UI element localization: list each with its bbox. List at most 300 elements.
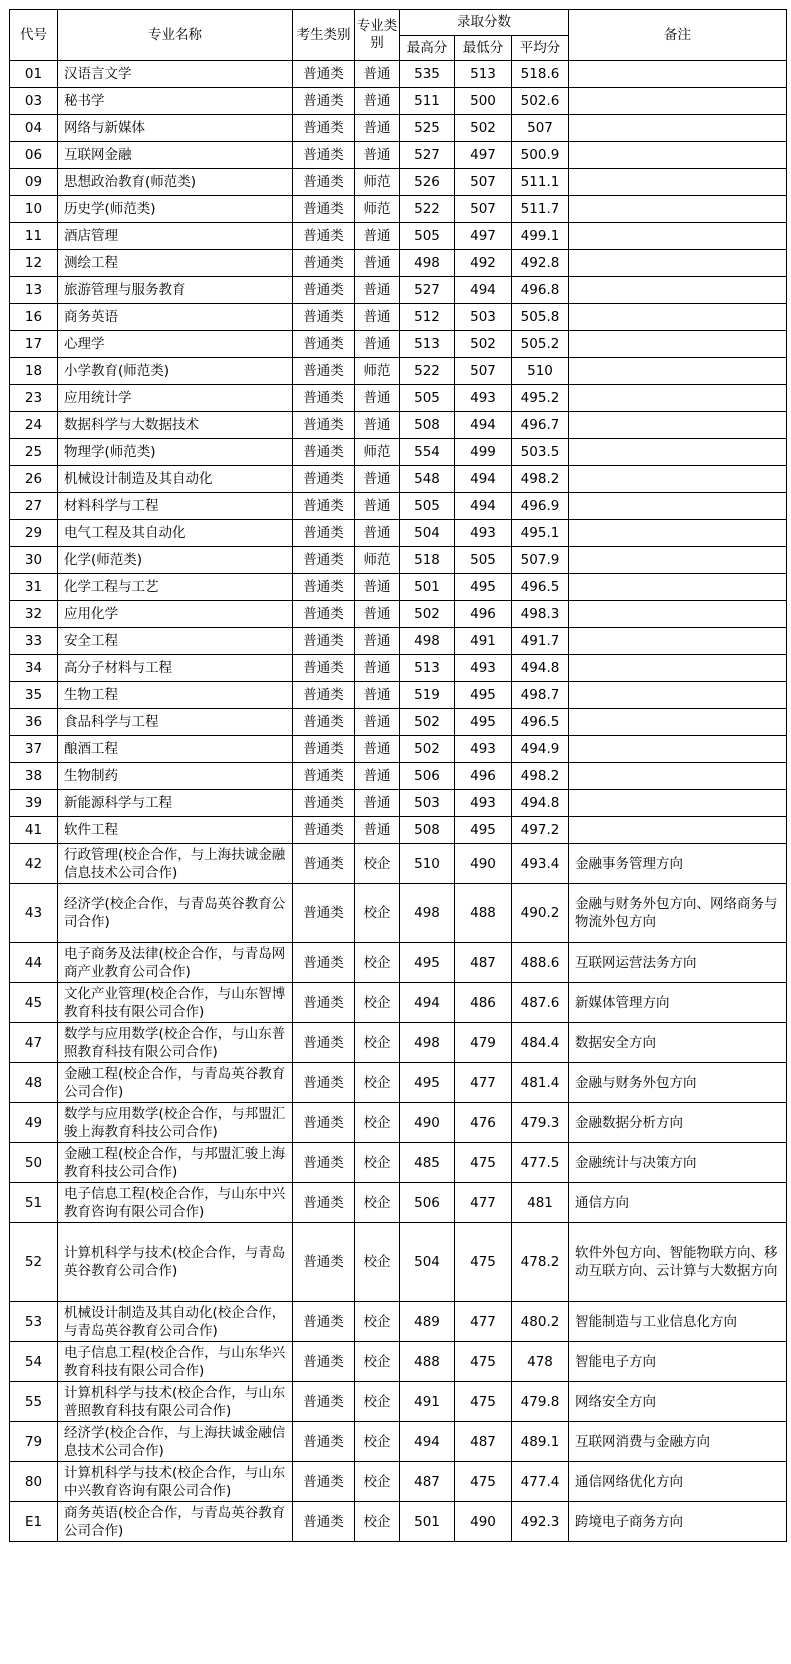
cell-note: [569, 331, 787, 358]
cell-name: 计算机科学与技术(校企合作，与山东普照教育科技有限公司合作): [58, 1382, 293, 1422]
cell-major-type: 师范: [355, 169, 400, 196]
cell-min: 477: [455, 1183, 512, 1223]
cell-student-type: 普通类: [293, 88, 355, 115]
cell-student-type: 普通类: [293, 1143, 355, 1183]
cell-name: 酿酒工程: [58, 736, 293, 763]
cell-name: 数学与应用数学(校企合作，与邦盟汇骏上海教育科技公司合作): [58, 1103, 293, 1143]
header-student-type: 考生类别: [293, 10, 355, 61]
cell-max: 494: [400, 1422, 455, 1462]
cell-student-type: 普通类: [293, 520, 355, 547]
cell-student-type: 普通类: [293, 493, 355, 520]
cell-code: 31: [10, 574, 58, 601]
cell-avg: 478.2: [512, 1223, 569, 1302]
cell-min: 495: [455, 682, 512, 709]
cell-code: 13: [10, 277, 58, 304]
cell-name: 历史学(师范类): [58, 196, 293, 223]
admission-scores-table: [9, 9, 787, 1542]
cell-major-type: 普通: [355, 385, 400, 412]
cell-min: 487: [455, 1422, 512, 1462]
cell-name: 数据科学与大数据技术: [58, 412, 293, 439]
cell-code: 33: [10, 628, 58, 655]
cell-code: 29: [10, 520, 58, 547]
table-row: [10, 709, 787, 736]
cell-major-type: 普通: [355, 763, 400, 790]
cell-max: 498: [400, 628, 455, 655]
cell-min: 488: [455, 884, 512, 943]
cell-name: 化学工程与工艺: [58, 574, 293, 601]
cell-note: 通信方向: [569, 1183, 787, 1223]
header-code: 代号: [10, 10, 58, 61]
cell-code: 06: [10, 142, 58, 169]
cell-name: 电气工程及其自动化: [58, 520, 293, 547]
cell-min: 497: [455, 223, 512, 250]
cell-code: 49: [10, 1103, 58, 1143]
cell-min: 496: [455, 763, 512, 790]
cell-min: 493: [455, 736, 512, 763]
cell-code: 03: [10, 88, 58, 115]
cell-avg: 481: [512, 1183, 569, 1223]
cell-student-type: 普通类: [293, 439, 355, 466]
cell-avg: 502.6: [512, 88, 569, 115]
cell-student-type: 普通类: [293, 250, 355, 277]
cell-max: 498: [400, 250, 455, 277]
cell-code: 30: [10, 547, 58, 574]
cell-avg: 490.2: [512, 884, 569, 943]
cell-code: 35: [10, 682, 58, 709]
table-row: [10, 547, 787, 574]
cell-major-type: 普通: [355, 304, 400, 331]
table-row: [10, 884, 787, 943]
cell-min: 477: [455, 1302, 512, 1342]
cell-student-type: 普通类: [293, 547, 355, 574]
cell-name: 测绘工程: [58, 250, 293, 277]
cell-code: 17: [10, 331, 58, 358]
table-row: [10, 223, 787, 250]
cell-major-type: 校企: [355, 1223, 400, 1302]
table-row: [10, 983, 787, 1023]
cell-major-type: 校企: [355, 983, 400, 1023]
cell-min: 493: [455, 790, 512, 817]
table-row: [10, 358, 787, 385]
cell-student-type: 普通类: [293, 304, 355, 331]
cell-name: 生物工程: [58, 682, 293, 709]
cell-note: 新媒体管理方向: [569, 983, 787, 1023]
cell-major-type: 普通: [355, 574, 400, 601]
cell-student-type: 普通类: [293, 709, 355, 736]
cell-avg: 478: [512, 1342, 569, 1382]
cell-major-type: 普通: [355, 115, 400, 142]
cell-min: 476: [455, 1103, 512, 1143]
cell-note: 通信网络优化方向: [569, 1462, 787, 1502]
cell-major-type: 普通: [355, 628, 400, 655]
cell-note: [569, 736, 787, 763]
cell-student-type: 普通类: [293, 115, 355, 142]
cell-min: 494: [455, 277, 512, 304]
cell-student-type: 普通类: [293, 142, 355, 169]
cell-student-type: 普通类: [293, 943, 355, 983]
cell-avg: 510: [512, 358, 569, 385]
cell-note: [569, 520, 787, 547]
table-row: [10, 61, 787, 88]
cell-code: 39: [10, 790, 58, 817]
table-row: [10, 1143, 787, 1183]
cell-name: 软件工程: [58, 817, 293, 844]
cell-avg: 494.8: [512, 790, 569, 817]
cell-note: [569, 358, 787, 385]
cell-code: 45: [10, 983, 58, 1023]
cell-major-type: 普通: [355, 493, 400, 520]
cell-note: 智能制造与工业信息化方向: [569, 1302, 787, 1342]
cell-major-type: 普通: [355, 412, 400, 439]
cell-avg: 500.9: [512, 142, 569, 169]
cell-max: 488: [400, 1342, 455, 1382]
cell-note: 金融与财务外包方向、网络商务与物流外包方向: [569, 884, 787, 943]
cell-max: 502: [400, 736, 455, 763]
cell-min: 477: [455, 1063, 512, 1103]
cell-name: 思想政治教育(师范类): [58, 169, 293, 196]
cell-student-type: 普通类: [293, 1023, 355, 1063]
cell-name: 商务英语: [58, 304, 293, 331]
cell-major-type: 校企: [355, 1143, 400, 1183]
cell-avg: 484.4: [512, 1023, 569, 1063]
cell-min: 499: [455, 439, 512, 466]
cell-name: 新能源科学与工程: [58, 790, 293, 817]
cell-student-type: 普通类: [293, 682, 355, 709]
table-row: [10, 628, 787, 655]
cell-min: 493: [455, 520, 512, 547]
cell-avg: 479.3: [512, 1103, 569, 1143]
cell-name: 汉语言文学: [58, 61, 293, 88]
table-body: [10, 61, 787, 1542]
cell-major-type: 普通: [355, 709, 400, 736]
cell-avg: 518.6: [512, 61, 569, 88]
cell-major-type: 普通: [355, 88, 400, 115]
cell-major-type: 校企: [355, 1302, 400, 1342]
cell-avg: 497.2: [512, 817, 569, 844]
table-row: [10, 520, 787, 547]
cell-name: 机械设计制造及其自动化: [58, 466, 293, 493]
cell-min: 497: [455, 142, 512, 169]
cell-student-type: 普通类: [293, 736, 355, 763]
cell-student-type: 普通类: [293, 1502, 355, 1542]
cell-avg: 495.1: [512, 520, 569, 547]
cell-max: 510: [400, 844, 455, 884]
cell-max: 506: [400, 763, 455, 790]
cell-avg: 480.2: [512, 1302, 569, 1342]
cell-code: 34: [10, 655, 58, 682]
cell-code: 37: [10, 736, 58, 763]
cell-avg: 496.7: [512, 412, 569, 439]
cell-student-type: 普通类: [293, 1342, 355, 1382]
header-min: 最低分: [455, 36, 512, 61]
cell-major-type: 普通: [355, 601, 400, 628]
table-row: [10, 1342, 787, 1382]
cell-code: 25: [10, 439, 58, 466]
cell-student-type: 普通类: [293, 655, 355, 682]
cell-name: 秘书学: [58, 88, 293, 115]
cell-code: 36: [10, 709, 58, 736]
cell-min: 492: [455, 250, 512, 277]
cell-max: 513: [400, 331, 455, 358]
cell-note: [569, 763, 787, 790]
table-row: [10, 655, 787, 682]
cell-min: 495: [455, 709, 512, 736]
cell-max: 501: [400, 574, 455, 601]
cell-note: 跨境电子商务方向: [569, 1502, 787, 1542]
cell-code: E1: [10, 1502, 58, 1542]
cell-name: 金融工程(校企合作，与青岛英谷教育公司合作): [58, 1063, 293, 1103]
cell-min: 493: [455, 655, 512, 682]
table-row: [10, 196, 787, 223]
cell-student-type: 普通类: [293, 574, 355, 601]
cell-note: [569, 142, 787, 169]
table-row: [10, 844, 787, 884]
cell-student-type: 普通类: [293, 1422, 355, 1462]
table-row: [10, 1462, 787, 1502]
cell-name: 小学教育(师范类): [58, 358, 293, 385]
header-scores: 录取分数: [400, 10, 569, 36]
cell-major-type: 普通: [355, 331, 400, 358]
cell-student-type: 普通类: [293, 1183, 355, 1223]
cell-max: 505: [400, 493, 455, 520]
cell-code: 27: [10, 493, 58, 520]
cell-min: 479: [455, 1023, 512, 1063]
table-row: [10, 943, 787, 983]
cell-avg: 481.4: [512, 1063, 569, 1103]
cell-min: 494: [455, 493, 512, 520]
cell-max: 498: [400, 884, 455, 943]
table-row: [10, 385, 787, 412]
cell-note: [569, 574, 787, 601]
cell-note: [569, 412, 787, 439]
cell-note: 网络安全方向: [569, 1382, 787, 1422]
cell-min: 513: [455, 61, 512, 88]
cell-name: 计算机科学与技术(校企合作，与青岛英谷教育公司合作): [58, 1223, 293, 1302]
cell-student-type: 普通类: [293, 331, 355, 358]
header-name: 专业名称: [58, 10, 293, 61]
cell-name: 生物制药: [58, 763, 293, 790]
table-row: [10, 115, 787, 142]
cell-code: 38: [10, 763, 58, 790]
cell-avg: 494.9: [512, 736, 569, 763]
cell-max: 487: [400, 1462, 455, 1502]
cell-max: 527: [400, 277, 455, 304]
cell-code: 16: [10, 304, 58, 331]
cell-note: 金融与财务外包方向: [569, 1063, 787, 1103]
cell-max: 491: [400, 1382, 455, 1422]
cell-min: 475: [455, 1382, 512, 1422]
cell-major-type: 校企: [355, 1342, 400, 1382]
cell-min: 487: [455, 943, 512, 983]
cell-name: 数学与应用数学(校企合作，与山东普照教育科技有限公司合作): [58, 1023, 293, 1063]
cell-min: 494: [455, 466, 512, 493]
table-row: [10, 1382, 787, 1422]
cell-student-type: 普通类: [293, 277, 355, 304]
cell-note: [569, 709, 787, 736]
cell-note: [569, 277, 787, 304]
cell-avg: 496.8: [512, 277, 569, 304]
table-row: [10, 790, 787, 817]
cell-max: 513: [400, 655, 455, 682]
table-row: [10, 88, 787, 115]
cell-student-type: 普通类: [293, 601, 355, 628]
table-row: [10, 574, 787, 601]
cell-name: 行政管理(校企合作，与上海扶诚金融信息技术公司合作): [58, 844, 293, 884]
cell-max: 505: [400, 223, 455, 250]
cell-name: 电子信息工程(校企合作，与山东华兴教育科技有限公司合作): [58, 1342, 293, 1382]
cell-code: 11: [10, 223, 58, 250]
cell-avg: 477.5: [512, 1143, 569, 1183]
cell-code: 04: [10, 115, 58, 142]
cell-name: 商务英语(校企合作，与青岛英谷教育公司合作): [58, 1502, 293, 1542]
cell-code: 43: [10, 884, 58, 943]
cell-major-type: 校企: [355, 1382, 400, 1422]
cell-avg: 511.7: [512, 196, 569, 223]
cell-note: [569, 628, 787, 655]
cell-student-type: 普通类: [293, 169, 355, 196]
cell-note: [569, 817, 787, 844]
cell-max: 485: [400, 1143, 455, 1183]
cell-code: 44: [10, 943, 58, 983]
cell-major-type: 普通: [355, 682, 400, 709]
cell-major-type: 校企: [355, 1103, 400, 1143]
cell-student-type: 普通类: [293, 1103, 355, 1143]
cell-code: 23: [10, 385, 58, 412]
cell-major-type: 师范: [355, 439, 400, 466]
table-row: [10, 466, 787, 493]
cell-avg: 493.4: [512, 844, 569, 884]
header-note: 备注: [569, 10, 787, 61]
cell-note: [569, 61, 787, 88]
cell-avg: 499.1: [512, 223, 569, 250]
cell-name: 金融工程(校企合作，与邦盟汇骏上海教育科技公司合作): [58, 1143, 293, 1183]
cell-max: 554: [400, 439, 455, 466]
cell-min: 507: [455, 169, 512, 196]
cell-code: 54: [10, 1342, 58, 1382]
cell-avg: 491.7: [512, 628, 569, 655]
cell-note: [569, 466, 787, 493]
cell-major-type: 校企: [355, 943, 400, 983]
cell-code: 53: [10, 1302, 58, 1342]
cell-name: 旅游管理与服务教育: [58, 277, 293, 304]
table-row: [10, 1223, 787, 1302]
cell-name: 酒店管理: [58, 223, 293, 250]
cell-code: 51: [10, 1183, 58, 1223]
cell-note: [569, 250, 787, 277]
cell-min: 502: [455, 115, 512, 142]
cell-name: 安全工程: [58, 628, 293, 655]
table-row: [10, 763, 787, 790]
cell-code: 50: [10, 1143, 58, 1183]
cell-note: [569, 304, 787, 331]
table-row: [10, 817, 787, 844]
cell-name: 化学(师范类): [58, 547, 293, 574]
cell-student-type: 普通类: [293, 790, 355, 817]
cell-student-type: 普通类: [293, 223, 355, 250]
cell-avg: 505.2: [512, 331, 569, 358]
cell-note: [569, 196, 787, 223]
cell-major-type: 校企: [355, 1502, 400, 1542]
cell-avg: 498.7: [512, 682, 569, 709]
cell-student-type: 普通类: [293, 196, 355, 223]
cell-note: [569, 682, 787, 709]
cell-max: 522: [400, 196, 455, 223]
cell-avg: 507: [512, 115, 569, 142]
cell-note: [569, 439, 787, 466]
cell-note: 软件外包方向、智能物联方向、移动互联方向、云计算与大数据方向: [569, 1223, 787, 1302]
cell-note: 智能电子方向: [569, 1342, 787, 1382]
cell-note: [569, 115, 787, 142]
cell-major-type: 校企: [355, 1422, 400, 1462]
cell-avg: 505.8: [512, 304, 569, 331]
cell-name: 应用统计学: [58, 385, 293, 412]
cell-min: 505: [455, 547, 512, 574]
cell-avg: 498.3: [512, 601, 569, 628]
cell-max: 502: [400, 709, 455, 736]
cell-major-type: 师范: [355, 547, 400, 574]
cell-min: 491: [455, 628, 512, 655]
cell-major-type: 普通: [355, 736, 400, 763]
cell-name: 高分子材料与工程: [58, 655, 293, 682]
cell-major-type: 校企: [355, 884, 400, 943]
cell-avg: 507.9: [512, 547, 569, 574]
cell-name: 心理学: [58, 331, 293, 358]
cell-note: 互联网运营法务方向: [569, 943, 787, 983]
cell-code: 10: [10, 196, 58, 223]
cell-min: 490: [455, 844, 512, 884]
cell-max: 502: [400, 601, 455, 628]
cell-major-type: 普通: [355, 466, 400, 493]
cell-max: 535: [400, 61, 455, 88]
cell-avg: 488.6: [512, 943, 569, 983]
cell-min: 494: [455, 412, 512, 439]
cell-max: 494: [400, 983, 455, 1023]
table-row: [10, 331, 787, 358]
cell-major-type: 师范: [355, 196, 400, 223]
cell-student-type: 普通类: [293, 1302, 355, 1342]
cell-avg: 496.5: [512, 574, 569, 601]
cell-name: 互联网金融: [58, 142, 293, 169]
cell-avg: 495.2: [512, 385, 569, 412]
cell-major-type: 普通: [355, 277, 400, 304]
cell-code: 42: [10, 844, 58, 884]
cell-name: 经济学(校企合作，与上海扶诚金融信息技术公司合作): [58, 1422, 293, 1462]
cell-major-type: 普通: [355, 790, 400, 817]
cell-max: 490: [400, 1103, 455, 1143]
cell-max: 495: [400, 943, 455, 983]
cell-name: 经济学(校企合作，与青岛英谷教育公司合作): [58, 884, 293, 943]
cell-student-type: 普通类: [293, 358, 355, 385]
cell-code: 52: [10, 1223, 58, 1302]
cell-student-type: 普通类: [293, 61, 355, 88]
table-row: [10, 304, 787, 331]
table-row: [10, 736, 787, 763]
header-max: 最高分: [400, 36, 455, 61]
cell-code: 80: [10, 1462, 58, 1502]
cell-max: 503: [400, 790, 455, 817]
cell-student-type: 普通类: [293, 1462, 355, 1502]
cell-name: 机械设计制造及其自动化(校企合作，与青岛英谷教育公司合作): [58, 1302, 293, 1342]
cell-student-type: 普通类: [293, 385, 355, 412]
cell-max: 526: [400, 169, 455, 196]
cell-major-type: 校企: [355, 1462, 400, 1502]
cell-name: 电子商务及法律(校企合作，与青岛网商产业教育公司合作): [58, 943, 293, 983]
cell-min: 475: [455, 1342, 512, 1382]
cell-note: [569, 655, 787, 682]
cell-student-type: 普通类: [293, 466, 355, 493]
cell-max: 508: [400, 412, 455, 439]
cell-code: 47: [10, 1023, 58, 1063]
